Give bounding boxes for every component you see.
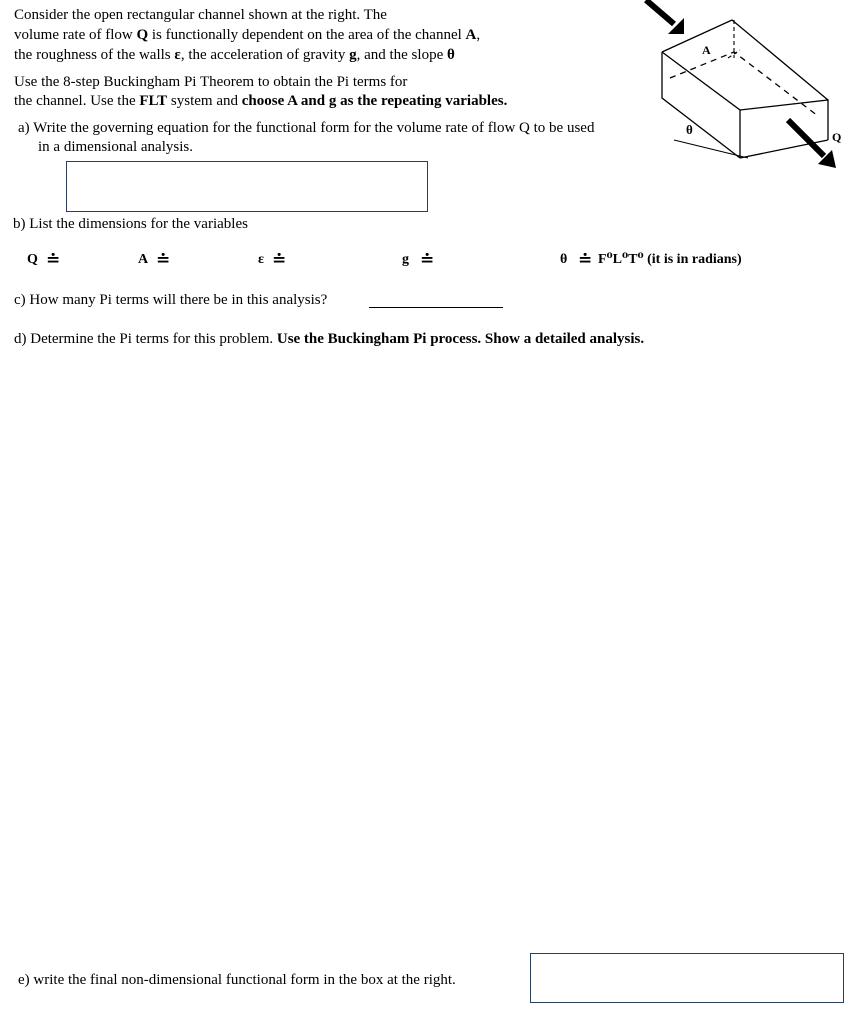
- var-epsilon: ε: [258, 252, 264, 267]
- intro-line-4: Use the 8-step Buckingham Pi Theorem to obtain the Pi terms for: [14, 74, 408, 90]
- intro-line-1: Consider the open rectangular channel shown at the right. The: [14, 7, 387, 23]
- var-Q: Q: [27, 252, 38, 267]
- intro-line-5: the channel. Use the FLT system and choose A and g as the repeating variables.: [14, 93, 508, 109]
- part-e-answer-box[interactable]: [530, 953, 844, 1003]
- part-d-work-area[interactable]: [14, 360, 834, 940]
- part-c-answer-blank[interactable]: [369, 307, 503, 308]
- equiv-symbol: ≐: [46, 250, 61, 269]
- part-e-label: e) write the final non-dimensional functional form in the box at the right.: [18, 972, 456, 988]
- part-c-label: c) How many Pi terms will there be in this analysis?: [14, 292, 328, 308]
- equiv-symbol: ≐: [156, 250, 171, 269]
- part-a-answer-box[interactable]: [66, 161, 428, 212]
- figure-label-Q: Q: [832, 130, 842, 144]
- var-A: A: [138, 252, 149, 267]
- intro-line-3: the roughness of the walls ε, the acceleration of gravity g, and the slope θ: [14, 47, 455, 63]
- theta-dimensions: F⁰L⁰T⁰ (it is in radians): [598, 252, 742, 267]
- figure-label-theta: θ: [686, 122, 693, 137]
- var-g: g: [402, 252, 409, 267]
- part-b-label: b) List the dimensions for the variables: [13, 216, 248, 232]
- outflow-arrow-icon: [788, 120, 836, 168]
- part-a-line-1: a) Write the governing equation for the functional form for the volume rate of flow Q to be used: [18, 120, 595, 136]
- intro-line-2: volume rate of flow Q is functionally dependent on the area of the channel A,: [14, 27, 481, 43]
- inflow-arrow-icon: [646, 0, 684, 34]
- equiv-symbol: ≐: [420, 250, 435, 269]
- part-d-label: d) Determine the Pi terms for this problem. Use the Buckingham Pi process. Show a detailed analysis.: [14, 331, 645, 347]
- channel-figure: [640, 0, 861, 178]
- var-theta: θ: [560, 252, 568, 267]
- figure-label-A: A: [702, 43, 711, 57]
- equiv-symbol: ≐: [272, 250, 287, 269]
- equiv-symbol: ≐: [578, 250, 593, 269]
- part-a-line-2: in a dimensional analysis.: [38, 139, 193, 155]
